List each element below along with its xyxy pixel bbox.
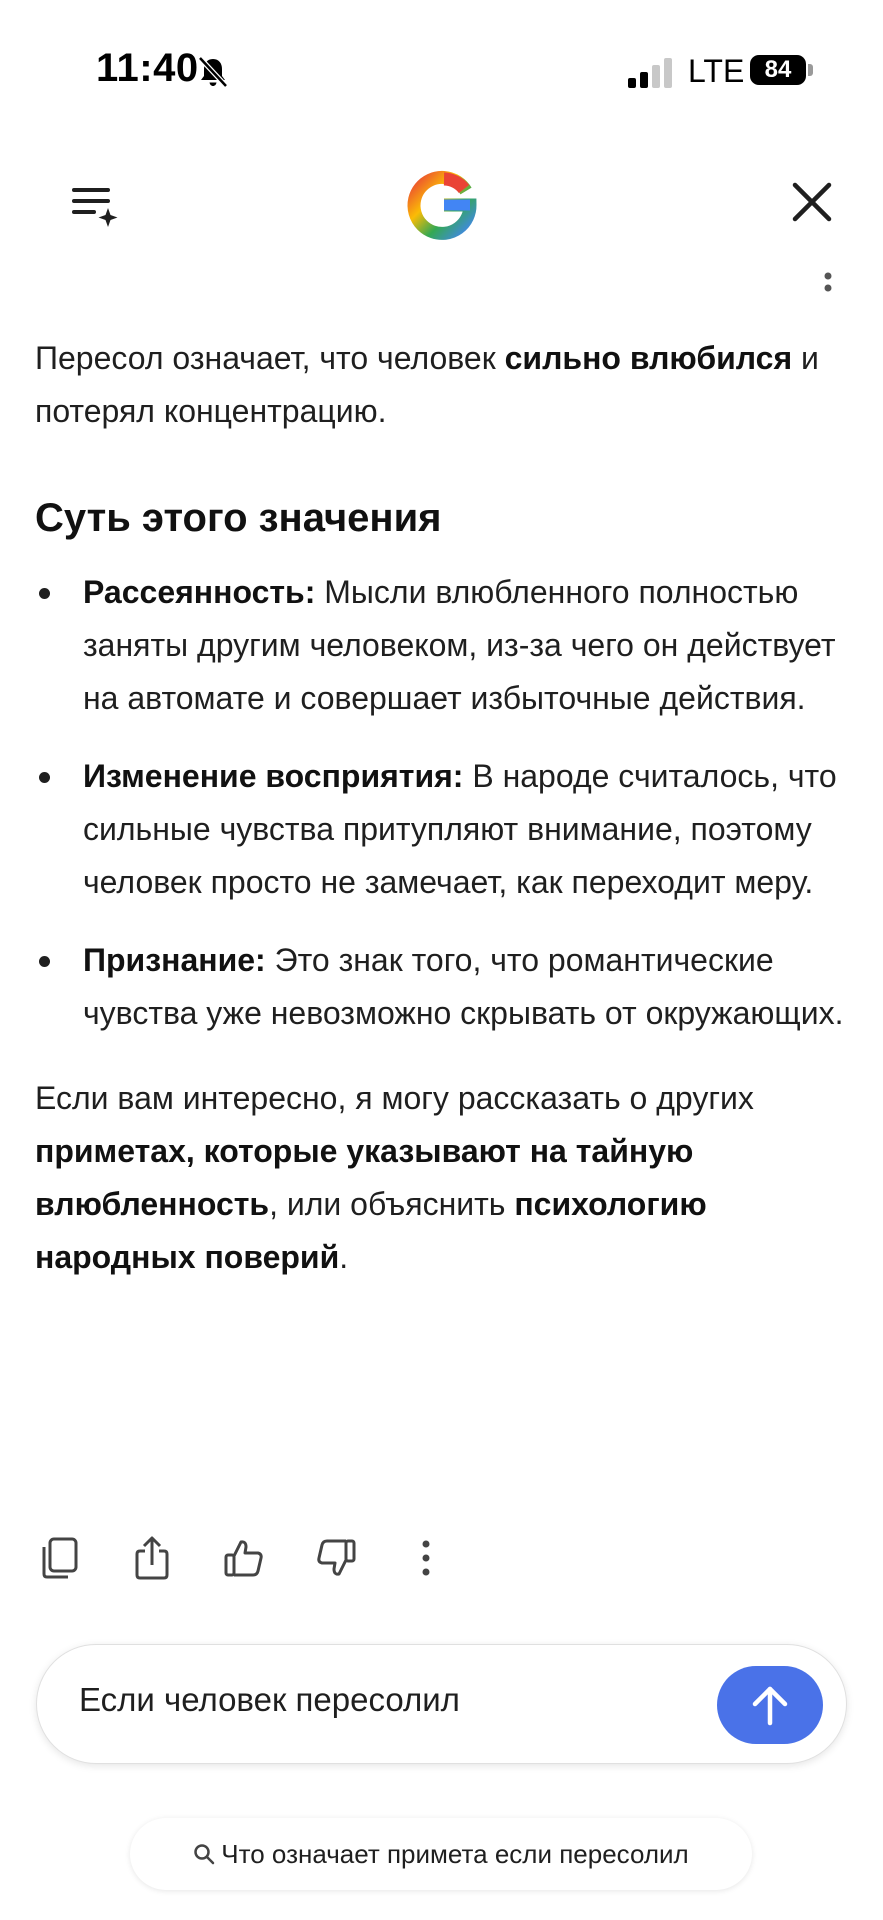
query-input-bar — [36, 1644, 847, 1764]
battery-indicator: 84 — [750, 55, 806, 85]
more-vert-icon[interactable] — [820, 270, 836, 296]
signal-icon — [628, 58, 672, 88]
search-icon — [193, 1843, 215, 1865]
close-icon[interactable] — [790, 180, 834, 224]
send-button[interactable] — [717, 1666, 823, 1744]
google-logo — [404, 165, 480, 241]
thumbs-up-button[interactable] — [220, 1530, 268, 1586]
status-time: 11:40 — [96, 46, 199, 90]
list-item: Рассеянность: Мысли влюбленного полностью заняты другим человеком, из-за чего он действует на автомате и совершает избыточные действия. — [35, 566, 847, 725]
answer-content — [35, 332, 847, 1284]
thumbs-down-button[interactable] — [312, 1530, 360, 1586]
bullet-list — [35, 566, 847, 1040]
action-row — [36, 1530, 456, 1586]
arrow-up-icon — [750, 1683, 790, 1727]
copy-button[interactable] — [36, 1530, 84, 1586]
suggestion-label: Что означает примета если пересолил — [221, 1838, 689, 1869]
menu-sparkle-icon[interactable] — [70, 182, 120, 230]
intro-paragraph: Пересол означает, что человек сильно влюбился и потерял концентрацию. — [35, 340, 819, 429]
list-item: Изменение восприятия: В народе считалось, что сильные чувства притупляют внимание, поэтому человек просто не замечает, как переходит меру. — [35, 750, 847, 909]
thumbs-up-icon — [223, 1537, 265, 1579]
more-vert-icon — [419, 1538, 433, 1578]
query-input[interactable] — [79, 1681, 679, 1719]
share-button[interactable] — [128, 1530, 176, 1586]
list-item: Признание: Это знак того, что романтические чувства уже невозможно скрывать от окружающих. — [35, 934, 847, 1040]
copy-icon — [40, 1536, 80, 1580]
status-bar — [0, 0, 883, 145]
battery-tip — [808, 64, 813, 76]
network-label: LTE — [688, 53, 745, 89]
closing-paragraph: Если вам интересно, я могу рассказать о других приметах, которые указывают на тайную влюбленность, или объяснить психологию народных поверий. — [35, 1080, 754, 1275]
header — [0, 150, 883, 260]
thumbs-down-icon — [315, 1537, 357, 1579]
section-heading: Суть этого значения — [35, 496, 442, 540]
bell-off-icon — [196, 55, 230, 89]
suggestion-chip[interactable] — [130, 1818, 752, 1890]
share-icon — [134, 1535, 170, 1581]
more-options-button[interactable] — [402, 1530, 450, 1586]
